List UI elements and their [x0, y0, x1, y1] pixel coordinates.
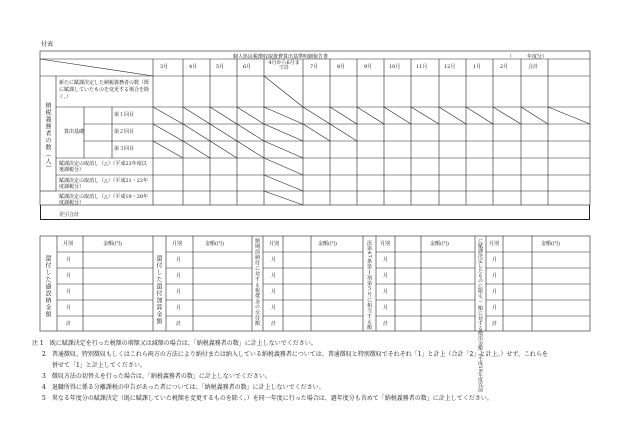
- block3-month-2: 月: [271, 273, 277, 279]
- block-label-early-payment-reward: 納期前納付に対する報奨金の交付額: [254, 238, 260, 326]
- difference-total-row: [40, 205, 590, 220]
- block4-month-1: 月: [383, 257, 389, 263]
- month-header-nov: 11月: [416, 64, 428, 70]
- row-label-difference-total: 差引合計: [59, 212, 80, 218]
- block2-month-4: 月: [176, 305, 182, 311]
- block-label-refund-overpayment: 還付した過誤納金額: [44, 255, 51, 318]
- block4-total: 計: [383, 321, 389, 327]
- note-5: 5 異なる年度分の賦課決定（既に賦課していた税額を変更するものを除く。）を同一年度に行った場合は、過年度分も含めて「納税義務者の数」に計上してください。: [42, 395, 493, 402]
- block5-month-4: 月: [492, 305, 498, 311]
- block4-month-header: 月別: [380, 241, 391, 247]
- block3-month-1: 月: [271, 257, 277, 263]
- block1-total: 計: [66, 321, 72, 327]
- note-2-cont: 併せて「1」と計上してください。: [52, 362, 146, 369]
- row-label-cancel-h23: 賦課決定の取消し（△）（平成23年度以後課税分）: [59, 161, 147, 173]
- note-2: 2 普通徴収、特別徴収もしくはこれら両方の方法により納付または納入している納税義務者については、普通徴収と特別徴収でそれぞれ「1」と計上（合計「2」と計上。）せず、これらを: [42, 351, 548, 358]
- block1-amount-header: 金額(円): [103, 241, 122, 247]
- month-header-sep: 9月: [364, 64, 373, 70]
- block4-month-3: 月: [383, 289, 389, 295]
- row-label-round-2: 第２回目: [114, 129, 135, 135]
- note-4: 4 退職所得に係る分離課税の申告があった者については、「納税義務者の数」に計上しないでください。: [42, 384, 325, 391]
- row-label-new-tax: 新たに賦課決定した納税義務者の数（既に賦課していたものを変更する場合を除く。）: [59, 80, 150, 100]
- block1-month-1: 月: [66, 257, 72, 263]
- block5-month-2: 月: [492, 273, 498, 279]
- block4-month-2: 月: [383, 273, 389, 279]
- note-3: 3 徴収方法の切替えを行った場合は、「納税義務者の数」に計上しないでください。: [42, 373, 271, 380]
- block2-month-3: 月: [176, 289, 182, 295]
- month-header-mar: 3月: [160, 64, 169, 70]
- block-label-article-47: 法第47条第１項第５号に相当する額: [366, 240, 372, 330]
- block5-month-header: 月別: [489, 241, 500, 247]
- row-label-round-1: 第１回目: [114, 112, 135, 118]
- block2-month-2: 月: [176, 273, 182, 279]
- block3-month-3: 月: [271, 289, 277, 295]
- month-header-jun: 6月: [243, 64, 252, 70]
- block2-amount-header: 金額(円): [205, 241, 224, 247]
- month-header-jul: 7月: [310, 64, 319, 70]
- document-title: 個人県民税徴収取扱費算出基準明細報告書: [233, 54, 329, 60]
- block5-total: 計: [492, 321, 498, 327]
- block2-month-1: 月: [176, 257, 182, 263]
- block5-month-3: 月: [492, 289, 498, 295]
- block4-month-4: 月: [383, 305, 389, 311]
- note-1: 注 1 既に賦課決定を行った税額の増額又は減額の場合は、「納税義務者の数」に計上しないでください。: [32, 340, 317, 347]
- block1-month-2: 月: [66, 273, 72, 279]
- block2-total: 計: [176, 321, 182, 327]
- row-label-cancel-h19-20: 賦課決定の取消し（△）（平成19・20年度課税分）: [59, 194, 149, 206]
- month-header-feb: 2月: [500, 64, 509, 70]
- row-label-basis: 算出基礎: [64, 129, 85, 135]
- block-label-refund-addition: 還付した還付加算金額: [155, 255, 162, 325]
- month-header-jan: 1月: [473, 64, 482, 70]
- fiscal-year: （ 年度分）: [507, 54, 548, 60]
- month-header-oct: 10月: [389, 64, 401, 70]
- block4-amount-header: 金額(円): [430, 241, 449, 247]
- month-header-dec: 12月: [444, 64, 456, 70]
- block3-amount-header: 金額(円): [318, 241, 337, 247]
- month-header-may: 5月: [216, 64, 225, 70]
- block3-total: 計: [271, 321, 277, 327]
- row-label-round-3: 第３回目: [114, 146, 135, 152]
- taxpayer-count-side-label: 納税義務者の数（人）: [44, 102, 51, 172]
- block5-amount-header: 金額(円): [541, 241, 560, 247]
- block3-month-4: 月: [271, 305, 277, 311]
- month-header-aug: 8月: [337, 64, 346, 70]
- attachment-label: 付表: [41, 41, 54, 48]
- block3-month-header: 月別: [269, 241, 280, 247]
- row-label-cancel-h21-22: 賦課決定の取消し（△）（平成21・22年度課税分）: [59, 178, 149, 190]
- block5-month-1: 月: [492, 257, 498, 263]
- block1-month-4: 月: [66, 305, 72, 311]
- block1-month-header: 月別: [63, 241, 74, 247]
- block2-month-header: 月別: [172, 241, 183, 247]
- block1-month-3: 月: [66, 289, 72, 295]
- month-header-total: 合計: [528, 64, 539, 70]
- block-label-contribution: に賦課決定したものに限る。）額に対する拠出金額（平成19年度以前: [477, 238, 483, 392]
- month-header-apr: 4月: [189, 64, 198, 70]
- month-header-apr-jun-total: 4月から6月まで計: [268, 60, 300, 71]
